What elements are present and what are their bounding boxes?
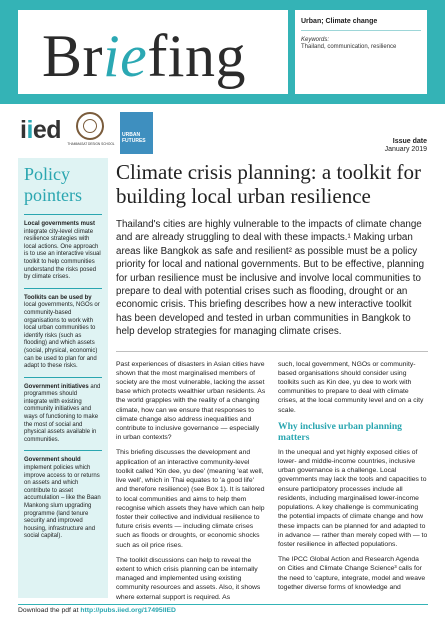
urban-futures-logo: URBAN FUTURES <box>120 112 153 154</box>
body-paragraph: The toolkit discussions can help to reveal the extent to which crisis planning can be internally managed and implemented using existing community resources and assets. Also, it shows where external support is required. As <box>116 556 261 601</box>
topic-box <box>295 10 427 94</box>
partner-logos <box>0 112 445 156</box>
section-heading: Why inclusive urban planning matters <box>278 420 402 444</box>
body-paragraph: such, local government, NGOs or community-based organisations should consider using toolkits such as Kin dee, yu dee to work with communities to prepare to deal with climate crises, at the local community level and on a city scale. <box>278 360 424 414</box>
issue-block <box>385 138 427 153</box>
keywords-value: Thailand, communication, resilience <box>301 44 397 50</box>
body-paragraph: The IPCC Global Action and Research Agenda on Cities and Climate Change Science³ calls for the need to 'capture, integrate, model and weave together diverse forms of knowledge and <box>278 556 426 591</box>
page-title: Climate crisis planning: a toolkit for building local urban resilience <box>116 160 422 208</box>
topic-label: Urban; Climate change <box>301 18 421 31</box>
body-columns <box>116 360 428 608</box>
thammasat-label: THAMMASAT DESIGN SCHOOL <box>67 142 115 146</box>
policy-pointers-sidebar <box>18 158 108 598</box>
policy-pointer: Toolkits can be used by local governments, NGOs or community-based organisations to work with local urban communities to identify risks (such as flooding) and which assets (social, physical, economic) can be used to plan for and adapt to these risks. <box>24 289 102 378</box>
keywords-label: Keywords: <box>301 37 330 43</box>
body-paragraph: Past experiences of disasters in Asian cities have shown that the most marginalised members of society are the most vulnerable, lacking the asset base which protects wealthier urban residents. As the world grapples with the reality of a changing climate, how can we ensure that responses to climate change also address inequalities and contribute to inclusive governance — especially in urban contexts? <box>116 360 266 442</box>
briefing-wordmark: Briefing <box>42 23 246 89</box>
iied-logo[interactable]: iied <box>20 116 62 144</box>
sidebar-title: Policy pointers <box>24 158 102 215</box>
main-content <box>116 158 428 608</box>
thammasat-seal-icon <box>76 112 104 140</box>
issue-date-label: Issue date <box>392 138 427 145</box>
issue-date-value: January 2019 <box>384 146 427 153</box>
lead-paragraph: Thailand's cities are highly vulnerable to the impacts of climate change and are already struggling to deal with these impacts.¹ Making urban areas like Bangkok as safe and resilient² as possible must be a policy priority for local and national governments. But to be effective, planning for urban resilience must be inclusive and involve local communities to prepare to deal with potential crises such as flooding, drought or an economic crisis. This briefing describes how a new interactive toolkit has been developed and tested in urban communities in Bangkok to help develop strategies for managing climate crises. <box>116 219 425 338</box>
policy-pointer: Government should implement policies which improve access to or returns on assets and which contribute to asset accumulation – like the Baan Mankong slum upgrading programme (land tenure security and improved housing, infrastructure and social capital). <box>24 457 101 540</box>
footer <box>18 607 176 614</box>
masthead-banner <box>0 0 445 104</box>
policy-pointer: Government initiatives and programmes should integrate with existing community initiatives and ways of functioning to make the most of social and physical assets available in communities. <box>24 378 102 452</box>
body-paragraph: This briefing discusses the development and application of an interactive community-level toolkit called 'Kin dee, yu dee' (meaning 'eat well, live well', which in Thai equates to 'a good life' and therefore resilience) (see Box 1). It is tailored to local communities and aims to help them recognise which assets they have which can help foster their collective and individual resilience to future crisis events — including climate crises such as floods or droughts, or economic shocks such as oil price rises. <box>116 449 265 549</box>
brand-box <box>18 10 288 94</box>
policy-pointer: Local governments must integrate city-level climate resilience strategies with local actions. One approach is to use an interactive visual toolkit to help communities understand the risks posed by climate crises. <box>24 215 102 289</box>
body-column-left <box>116 360 266 608</box>
footer-prefix: Download the pdf at <box>18 607 81 614</box>
footer-divider <box>18 604 428 605</box>
pdf-download-link[interactable]: http://pubs.iied.org/17495IIED <box>80 607 176 614</box>
body-paragraph: In the unequal and yet highly exposed cities of lower- and middle-income countries, inclusive urban governance is a challenge. Local governments may lack the tools and capacities to ensure participatory processes include all residents, including marginalised lower-income populations. A key challenge is communicating the potential impacts of climate change and how these impacts can be planned for and adapted to in advance — rather than merely coped with — to foster resilience in affected populations. <box>278 448 428 548</box>
divider <box>116 351 428 352</box>
body-column-right <box>278 360 428 608</box>
